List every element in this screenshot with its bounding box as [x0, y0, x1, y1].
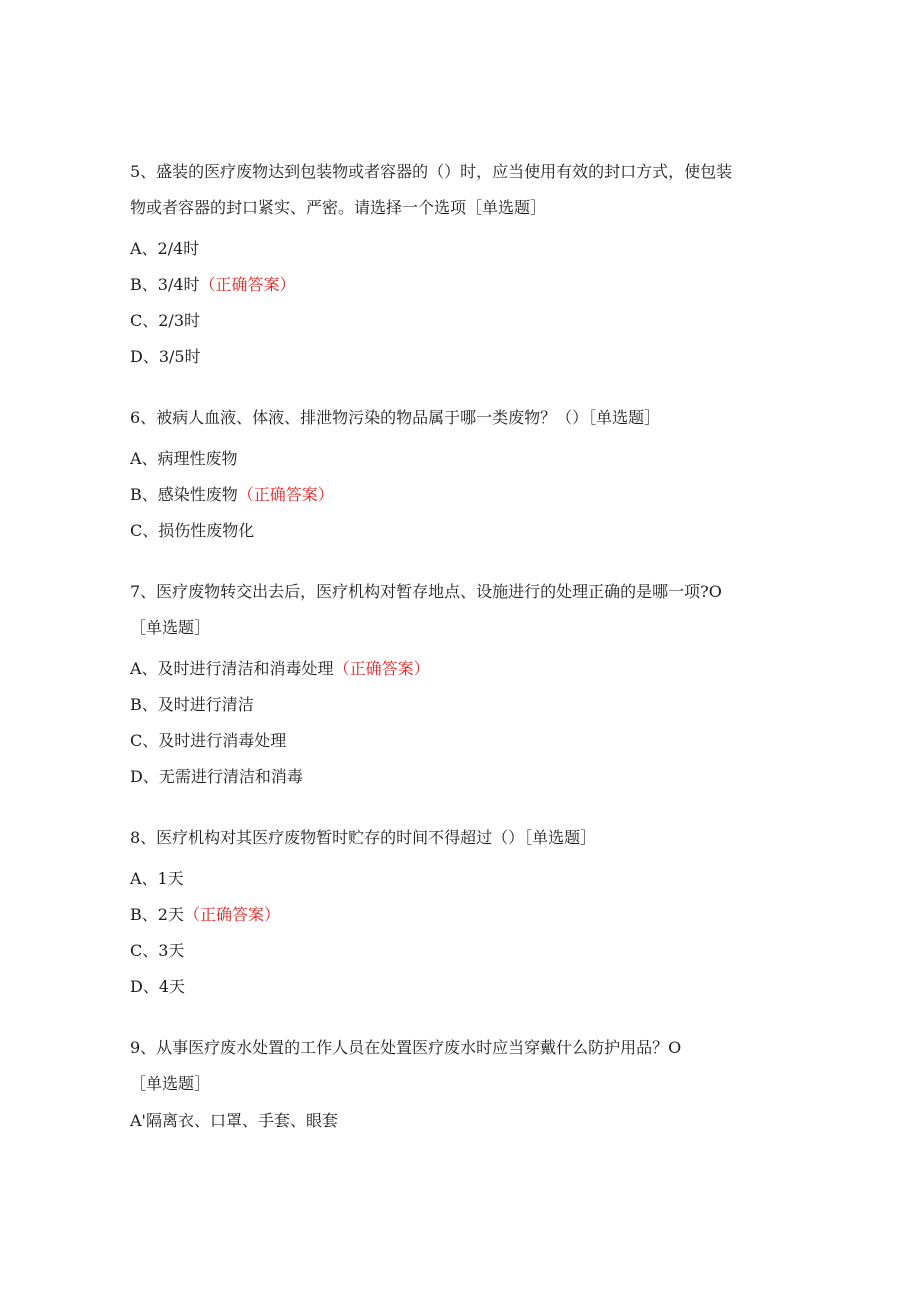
question-7-option-c — [130, 730, 286, 752]
question-5-option-d — [130, 346, 201, 368]
option-text: B、2天 — [130, 905, 184, 924]
question-7-option-a — [130, 658, 430, 680]
question-5-stem-line-2: 物或者容器的封口紧实、严密。请选择一个选项［单选题］ — [130, 198, 547, 217]
option-text: C、损伤性废物化 — [130, 521, 255, 540]
option-text: C、及时进行消毒处理 — [130, 731, 287, 750]
correct-answer-mark: （正确答案） — [183, 905, 280, 924]
question-5-option-b — [130, 274, 296, 296]
correct-answer-mark: （正确答案） — [237, 485, 334, 504]
question-8-option-c — [130, 940, 184, 962]
question-7-stem-line-1: 7、医疗废物转交出去后，医疗机构对暂存地点、设施进行的处理正确的是哪一项?O — [130, 582, 722, 601]
option-text: D、3/5时 — [130, 347, 201, 366]
option-text: C、3天 — [130, 941, 185, 960]
option-text: A、2/4时 — [130, 239, 200, 258]
option-text: C、2/3时 — [130, 311, 200, 330]
question-6-option-c — [130, 520, 254, 542]
question-8-option-d — [130, 976, 185, 998]
question-8-option-b — [130, 904, 280, 926]
option-text: B、及时进行清洁 — [130, 695, 254, 714]
option-text: D、无需进行清洁和消毒 — [130, 767, 303, 786]
question-7-option-d — [130, 766, 303, 788]
question-5-option-a — [130, 238, 199, 260]
question-8-stem-line-1: 8、医疗机构对其医疗废物暂时贮存的时间不得超过（）［单选题］ — [130, 828, 597, 847]
option-text: A、及时进行清洁和消毒处理 — [130, 659, 334, 678]
question-7-option-b — [130, 694, 254, 716]
question-5-stem-line-1: 5、盛装的医疗废物达到包装物或者容器的（）时，应当使用有效的封口方式，使包装 — [130, 162, 733, 181]
question-9-option-a — [130, 1110, 338, 1132]
option-text: A、1天 — [130, 869, 184, 888]
option-text: A'隔离衣、口罩、手套、眼套 — [130, 1111, 338, 1130]
question-9-stem-line-1: 9、从事医疗废水处置的工作人员在处置医疗废水时应当穿戴什么防护用品？O — [130, 1038, 682, 1057]
question-5-option-c — [130, 310, 200, 332]
question-6-option-a — [130, 448, 238, 470]
question-8-option-a — [130, 868, 184, 890]
question-7-stem-line-2: ［单选题］ — [130, 618, 211, 637]
correct-answer-mark: （正确答案） — [333, 659, 430, 678]
option-text: B、3/4时 — [130, 275, 200, 294]
option-text: D、4天 — [130, 977, 186, 996]
correct-answer-mark: （正确答案） — [199, 275, 296, 294]
question-6-option-b — [130, 484, 334, 506]
option-text: B、感染性废物 — [130, 485, 238, 504]
question-6-stem-line-1: 6、被病人血液、体液、排泄物污染的物品属于哪一类废物？（）［单选题］ — [130, 408, 661, 427]
option-text: A、病理性废物 — [130, 449, 238, 468]
question-9-stem-line-2: ［单选题］ — [130, 1074, 211, 1093]
